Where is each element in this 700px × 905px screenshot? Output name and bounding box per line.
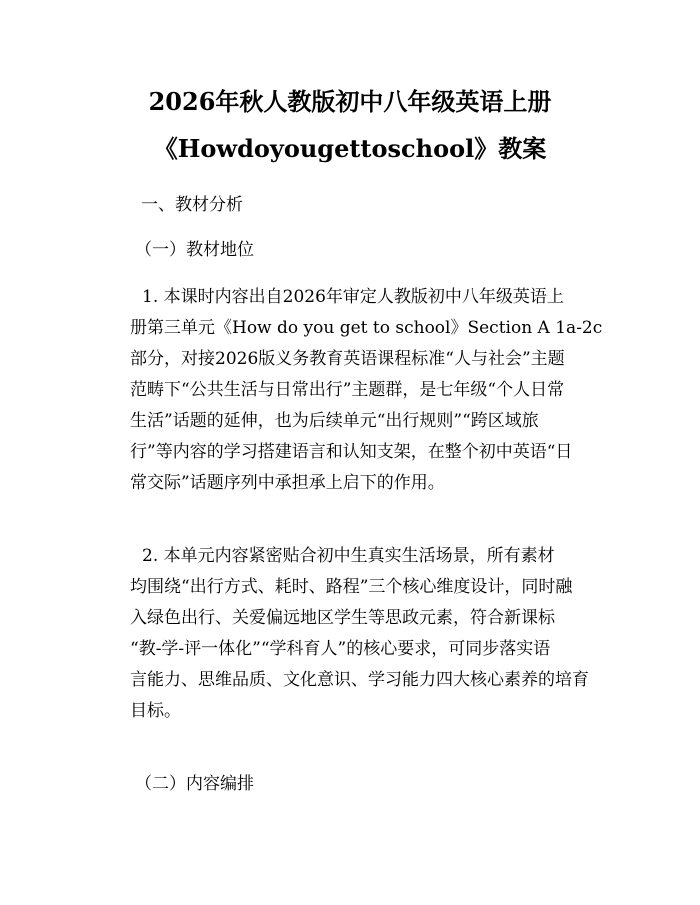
paragraph-1-line: 1. 本课时内容出自2026年审定人教版初中八年级英语上 <box>142 287 564 307</box>
paragraph-2-line: 入绿色出行、关爱偏远地区学生等思政元素，符合新课标 <box>130 608 555 628</box>
paragraph-2-line: 目标。 <box>130 701 181 721</box>
subsection-heading-content-arrangement: （二）内容编排 <box>135 774 254 794</box>
paragraph-1-line: 册第三单元《How do you get to school》Section A 1a-2c <box>130 318 603 338</box>
paragraph-2-line: 言能力、思维品质、文化意识、学习能力四大核心素养的培育 <box>130 670 589 690</box>
paragraph-2-line: 2. 本单元内容紧密贴合初中生真实生活场景，所有素材 <box>142 546 555 566</box>
paragraph-1 <box>130 282 610 499</box>
document-title-line-1: 2026年秋人教版初中八年级英语上册 <box>148 87 552 116</box>
section-heading-textbook-analysis: 一、教材分析 <box>141 195 243 215</box>
paragraph-1-line: 常交际”话题序列中承担承上启下的作用。 <box>130 473 445 493</box>
paragraph-1-line: 部分，对接2026版义务教育英语课程标准“人与社会”主题 <box>130 349 565 369</box>
paragraph-2-line: 均围绕“出行方式、耗时、路程”三个核心维度设计，同时融 <box>130 577 573 597</box>
document-title-line-2: 《Howdoyougettoschool》教案 <box>153 134 547 163</box>
subsection-heading-textbook-status: （一）教材地位 <box>135 240 254 260</box>
paragraph-2 <box>130 541 610 727</box>
paragraph-1-line: 行”等内容的学习搭建语言和认知支架，在整个初中英语“日 <box>130 442 573 462</box>
paragraph-1-line: 范畴下“公共生活与日常出行”主题群，是七年级“个人日常 <box>130 380 565 400</box>
paragraph-2-line: “教-学-评一体化”“学科育人”的核心要求，可同步落实语 <box>130 639 551 659</box>
paragraph-1-line: 生活”话题的延伸，也为后续单元“出行规则”“跨区域旅 <box>130 411 539 431</box>
